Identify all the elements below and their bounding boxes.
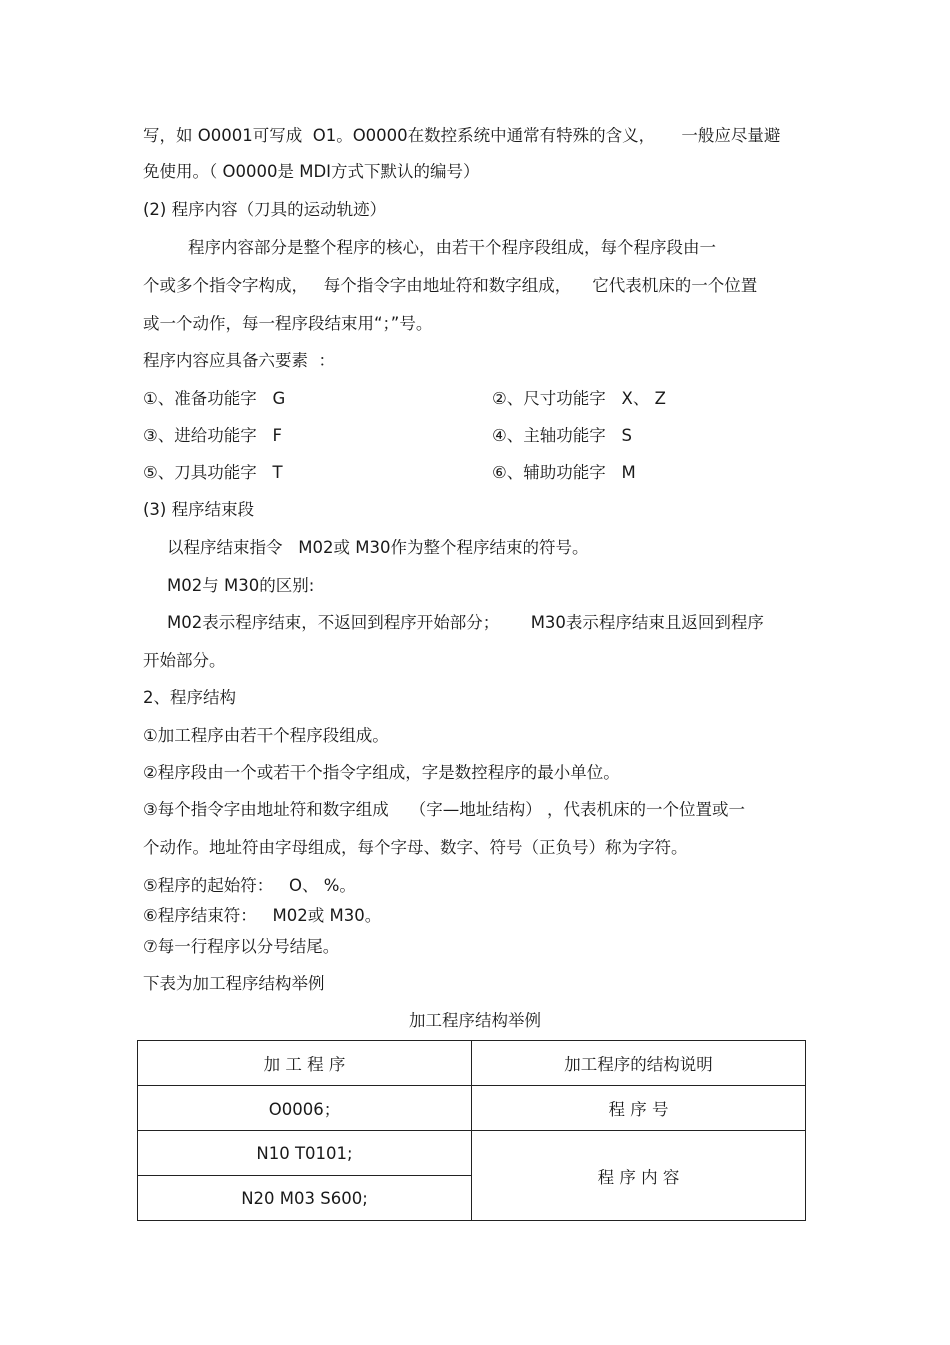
section-heading: (3) 程序结束段 <box>143 500 255 519</box>
list-item: ⑥程序结束符： M02或 M30。 <box>143 906 382 925</box>
section-heading: 2、程序结构 <box>143 688 236 707</box>
paragraph-line: M02表示程序结束，不返回到程序开始部分； M30表示程序结束且返回到程序 <box>167 613 764 632</box>
list-item: ①加工程序由若干个程序段组成。 <box>143 726 389 745</box>
element-item: ⑤、刀具功能字 T <box>143 463 283 482</box>
section-heading: (2) 程序内容（刀具的运动轨迹） <box>143 200 387 219</box>
table-row <box>138 1086 806 1131</box>
element-item: ④、主轴功能字 S <box>492 426 633 445</box>
paragraph-line: 开始部分。 <box>143 651 226 670</box>
table-cell: 程 序 内 容 <box>472 1131 806 1221</box>
paragraph-line: 下表为加工程序结构举例 <box>143 974 325 993</box>
paragraph-line: M02与 M30的区别: <box>167 576 315 595</box>
list-item: 个动作。地址符由字母组成，每个字母、数字、符号（正负号）称为字符。 <box>143 838 688 857</box>
paragraph-line: 程序内容应具备六要素 ： <box>143 351 335 370</box>
list-item: ②程序段由一个或若干个指令字组成，字是数控程序的最小单位。 <box>143 763 620 782</box>
table-caption: 加工程序结构举例 <box>409 1011 541 1030</box>
program-structure-table <box>137 1040 806 1221</box>
table-cell: 程 序 号 <box>472 1086 806 1131</box>
element-item: ⑥、辅助功能字 M <box>492 463 636 482</box>
paragraph-line: 程序内容部分是整个程序的核心，由若干个程序段组成，每个程序段由一 <box>188 238 716 257</box>
element-item: ①、准备功能字 G <box>143 389 286 408</box>
table-row <box>138 1131 806 1176</box>
paragraph-line: 或一个动作，每一程序段结束用“；”号。 <box>143 314 433 333</box>
element-item: ②、尺寸功能字 X、 Z <box>492 389 666 408</box>
table-header-cell: 加工程序的结构说明 <box>472 1041 806 1086</box>
paragraph-line: 以程序结束指令 M02或 M30作为整个程序结束的符号。 <box>167 538 589 557</box>
table-cell: N20 M03 S600; <box>138 1176 472 1221</box>
table-header-cell: 加 工 程 序 <box>138 1041 472 1086</box>
table-cell: O0006； <box>138 1086 472 1131</box>
list-item: ⑦每一行程序以分号结尾。 <box>143 937 340 956</box>
element-item: ③、进给功能字 F <box>143 426 283 445</box>
paragraph-line: 免使用。（ O0000是 MDI方式下默认的编号） <box>143 162 480 181</box>
paragraph-line: 个或多个指令字构成， 每个指令字由地址符和数字组成， 它代表机床的一个位置 <box>143 276 758 295</box>
table-header-row <box>138 1041 806 1086</box>
list-item: ③每个指令字由地址符和数字组成 （字—地址结构） ，代表机床的一个位置或一 <box>143 800 746 819</box>
list-item: ⑤程序的起始符： O、 %。 <box>143 876 356 895</box>
table-cell: N10 T0101; <box>138 1131 472 1176</box>
paragraph-line: 写，如 O0001可写成 O1。O0000在数控系统中通常有特殊的含义， 一般应尽量避 <box>143 126 781 145</box>
